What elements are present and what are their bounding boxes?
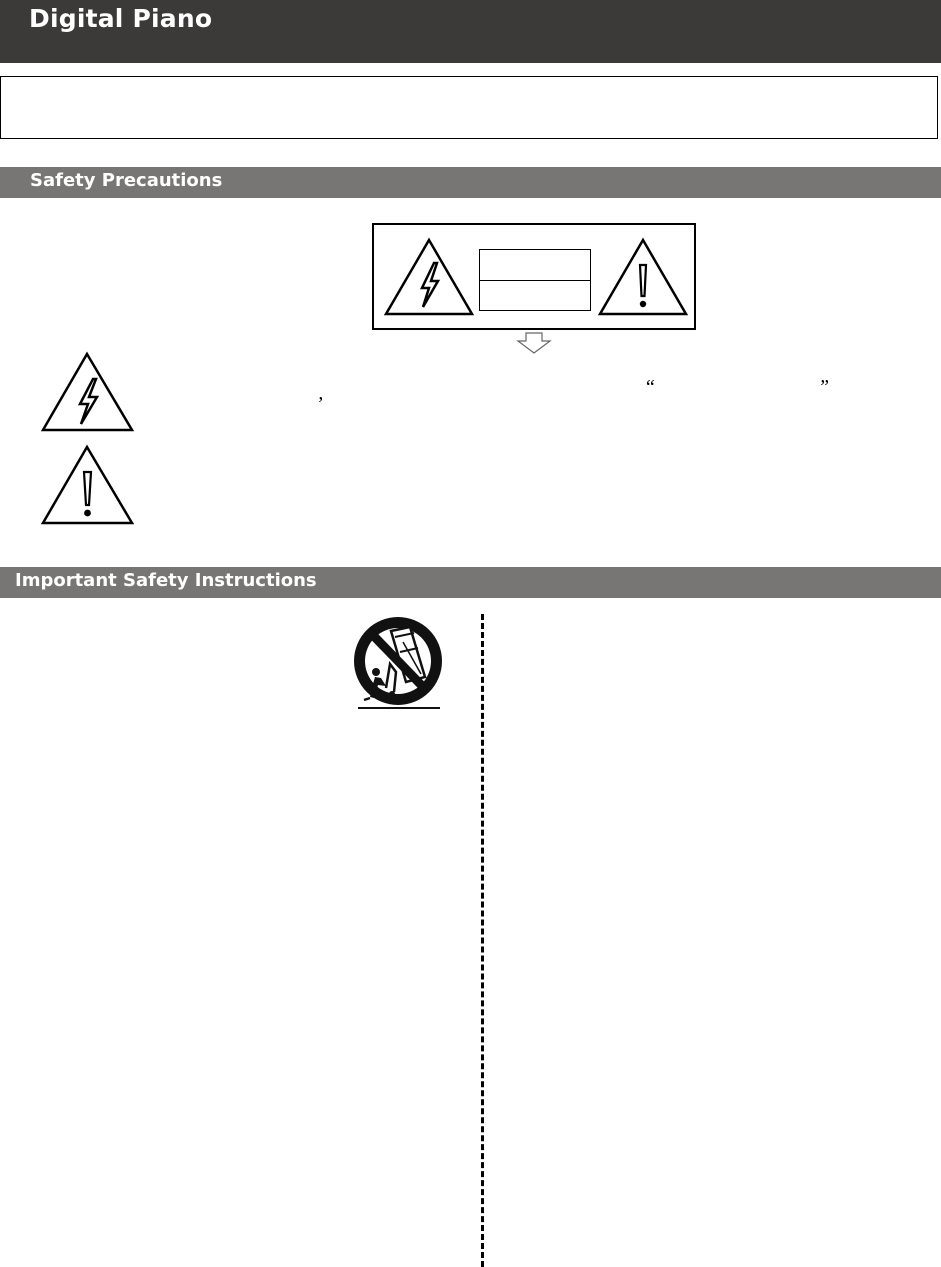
lightning-warning-icon [383, 237, 475, 317]
page-title: Digital Piano [29, 4, 213, 33]
down-arrow-icon [516, 332, 552, 354]
caution-label-panel [372, 223, 696, 330]
exclamation-warning-icon [40, 444, 135, 526]
notice-box [0, 76, 938, 139]
caution-label-divider [480, 280, 590, 281]
column-divider [481, 614, 484, 1267]
exclamation-warning-icon [597, 237, 689, 317]
caution-label-box [479, 249, 591, 311]
close-quote-mark: ” [818, 376, 830, 398]
cart-tipover-warning-icon [348, 612, 448, 712]
lightning-warning-icon [40, 351, 135, 433]
section-title-safety-precautions: Safety Precautions [30, 170, 223, 191]
section-title-important-safety-instructions: Important Safety Instructions [15, 570, 317, 591]
apostrophe-mark: ’ [316, 393, 323, 415]
title-bar [0, 0, 941, 63]
section-bar-important-safety-instructions [0, 567, 941, 598]
open-quote-mark: “ [644, 376, 656, 398]
section-bar-safety-precautions [0, 167, 941, 198]
